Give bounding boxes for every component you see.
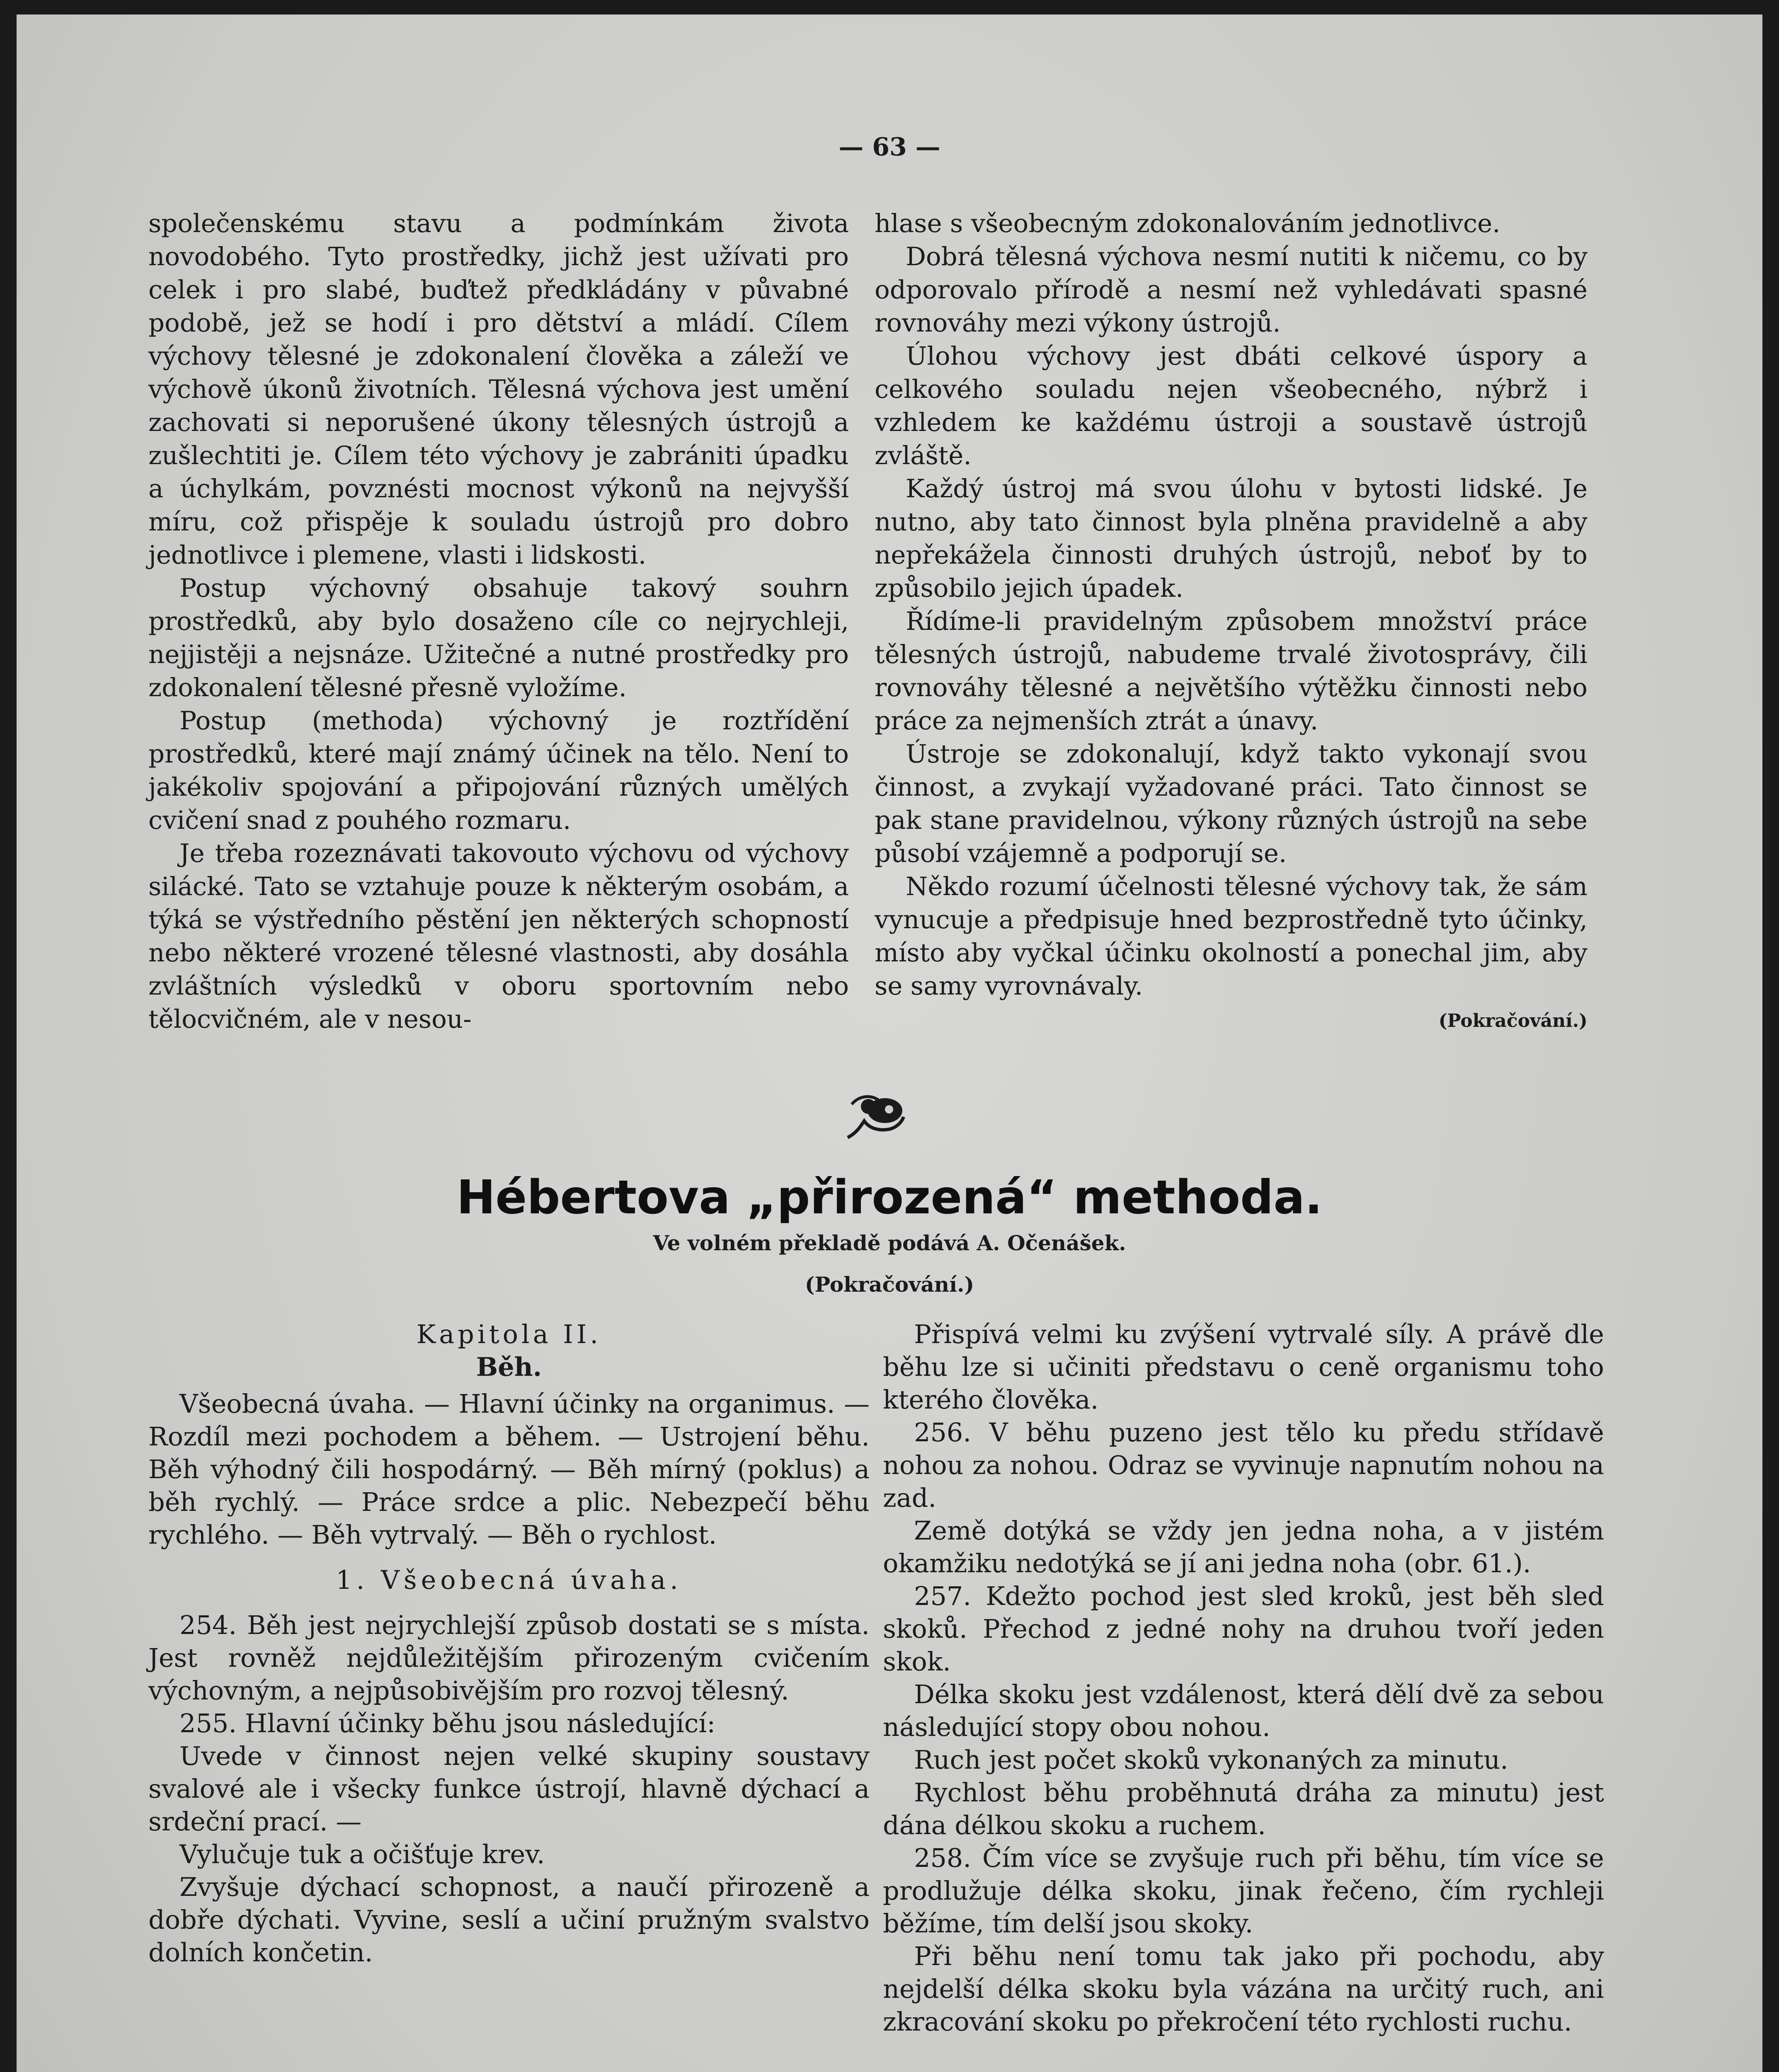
article-title: Hébertova „přirozená“ methoda. bbox=[456, 1171, 1323, 1225]
paragraph: Postup výchovný obsahuje takový souhrn prostředků, aby bylo dosaženo cíle co nejrychleji, nejjistěji a nejsnáze. Užitečné a nutné prostředky pro zdokonalení tělesné přesně vyložíme. bbox=[148, 574, 849, 702]
paragraph: Ústroje se zdokonalují, když takto vykonají svou činnost, a zvykají vyžadované práci. Tato činnost se pak stane pravidelnou, výkony různých ústrojů na sebe působí vzájemně a podporují se. bbox=[875, 739, 1588, 868]
paragraph: Země dotýká se vždy jen jedna noha, a v jistém okamžiku nedotýká se jí ani jedna noha (obr. 61.). bbox=[883, 1515, 1604, 1578]
paragraph: 255. Hlavní účinky běhu jsou následující: bbox=[179, 1708, 716, 1738]
paragraph: Je třeba rozeznávati takovouto výchovu od výchovy silácké. Tato se vztahuje pouze k některým osobám, a týká se výstředního pěstění jen některých schopností nebo některé vrozené tělesné vlastnosti, aby dosáhla zvláštních výsledků v oboru sportovním nebo tělocvičném, ale v nesou- bbox=[148, 839, 849, 1034]
flower-ornament-icon bbox=[839, 1088, 914, 1150]
section-title: Běh. bbox=[476, 1352, 542, 1382]
paragraph: společenskému stavu a podmínkám života novodobého. Tyto prostředky, jichž jest užívati pro celek i pro slabé, buďtež předkládány v půvabné podobě, jež se hodí i pro dětství a mládí. Cílem výchovy tělesné je zdokonalení člověka a záleží ve výchově úkonů životních. Tělesná výchova jest umění zachovati si neporušené úkony tělesných ústrojů a zušlechtiti je. Cílem této výchovy je zabrániti úpadku a úchylkám, povznésti mocnost výkonů na nejvyšší míru, což přispěje k souladu ústrojů pro dobro jednotlivce i plemene, vlasti i lidskosti. bbox=[148, 209, 849, 570]
paragraph: Uvede v činnost nejen velké skupiny soustavy svalové ale i všecky funkce ústrojí, hlavně dýchací a srdeční prací. — bbox=[148, 1741, 870, 1837]
top-left-column bbox=[148, 207, 849, 1036]
article-continued-note: (Pokračování.) bbox=[805, 1272, 974, 1297]
scanned-page bbox=[17, 15, 1762, 2072]
paragraph: Zvyšuje dýchací schopnost, a naučí přirozeně a dobře dýchati. Vyvine, seslí a učiní pružným svalstvo dolních končetin. bbox=[148, 1872, 870, 1968]
paragraph: Délka skoku jest vzdálenost, která dělí dvě za sebou následující stopy obou nohou. bbox=[883, 1679, 1604, 1742]
chapter-heading: Kapitola II. bbox=[416, 1319, 602, 1349]
paragraph: Rychlost běhu proběhnutá dráha za minutu) jest dána délkou skoku a ruchem. bbox=[883, 1777, 1604, 1840]
paragraph: 256. V běhu puzeno jest tělo ku předu střídavě nohou za nohou. Odraz se vyvinuje napnutím nohou na zad. bbox=[883, 1417, 1604, 1513]
paragraph: hlase s všeobecným zdokonalováním jednotlivce. bbox=[875, 209, 1500, 238]
section-heading: 1. Všeobecná úvaha. bbox=[336, 1565, 682, 1595]
bottom-right-column bbox=[883, 1318, 1604, 2038]
paragraph: 258. Čím více se zvyšuje ruch při běhu, tím více se prodlužuje délka skoku, jinak řečeno, čím rychleji běžíme, tím delší jsou skoky. bbox=[883, 1843, 1604, 1939]
paragraph: 257. Kdežto pochod jest sled kroků, jest běh sled skoků. Přechod z jedné nohy na druhou tvoří jeden skok. bbox=[883, 1581, 1604, 1677]
paragraph: Přispívá velmi ku zvýšení vytrvalé síly. A právě dle běhu lze si učiniti představu o ceně organismu toho kterého člověka. bbox=[883, 1319, 1604, 1415]
page-number: — 63 — bbox=[839, 133, 940, 162]
paragraph: Dobrá tělesná výchova nesmí nutiti k ničemu, co by odporovalo přírodě a nesmí než vyhledávati spasné rovnováhy mezi výkony ústrojů. bbox=[875, 242, 1588, 338]
paragraph: Postup (methoda) výchovný je roztřídění prostředků, které mají známý účinek na tělo. Není to jakékoliv spojování a připojování různých umělých cvičení snad z pouhého rozmaru. bbox=[148, 706, 849, 835]
chapter-summary: Všeobecná úvaha. — Hlavní účinky na organimus. — Rozdíl mezi pochodem a během. — Ustrojení běhu. Běh výhodný čili hospodárný. — Běh mírný (poklus) a běh rychlý. — Práce srdce a plic. Nebezpečí běhu rychlého. — Běh vytrvalý. — Běh o rychlost. bbox=[148, 1389, 870, 1550]
paragraph: Při běhu není tomu tak jako při pochodu, aby nejdelší délka skoku byla vázána na určitý ruch, ani zkracování skoku po překročení této rychlosti ruchu. bbox=[883, 1941, 1604, 2037]
continued-note: (Pokračování.) bbox=[1438, 1010, 1588, 1031]
paragraph: Vylučuje tuk a očišťuje krev. bbox=[179, 1839, 545, 1869]
top-right-column bbox=[875, 207, 1588, 1038]
paragraph: Řídíme-li pravidelným způsobem množství práce tělesných ústrojů, nabudeme trvalé životosprávy, čili rovnováhy tělesné a největšího výtěžku činnosti nebo práce za nejmenších ztrát a únavy. bbox=[875, 607, 1588, 736]
paragraph: Ruch jest počet skoků vykonaných za minutu. bbox=[914, 1745, 1508, 1775]
paragraph: Úlohou výchovy jest dbáti celkové úspory a celkového souladu nejen všeobecného, nýbrž i vzhledem ke každému ústroji a soustavě ústrojů zvláště. bbox=[875, 341, 1588, 470]
translator-line: Ve volném překladě podává A. Očenášek. bbox=[653, 1231, 1126, 1255]
paragraph: 254. Běh jest nejrychlejší způsob dostati se s místa. Jest rovněž nejdůležitějším přirozeným cvičením výchovným, a nejpůsobivějším pro rozvoj tělesný. bbox=[148, 1610, 870, 1706]
bottom-left-column bbox=[148, 1318, 870, 1969]
paragraph: Každý ústroj má svou úlohu v bytosti lidské. Je nutno, aby tato činnost byla plněna pravidelně a aby nepřekážela činnosti druhých ústrojů, neboť by to způsobilo jejich úpadek. bbox=[875, 474, 1588, 603]
paragraph: Někdo rozumí účelnosti tělesné výchovy tak, že sám vynucuje a předpisuje hned bezprostředně tyto účinky, místo aby vyčkal účinku okolností a ponechal jim, aby se samy vyrovnávaly. bbox=[875, 872, 1588, 1001]
